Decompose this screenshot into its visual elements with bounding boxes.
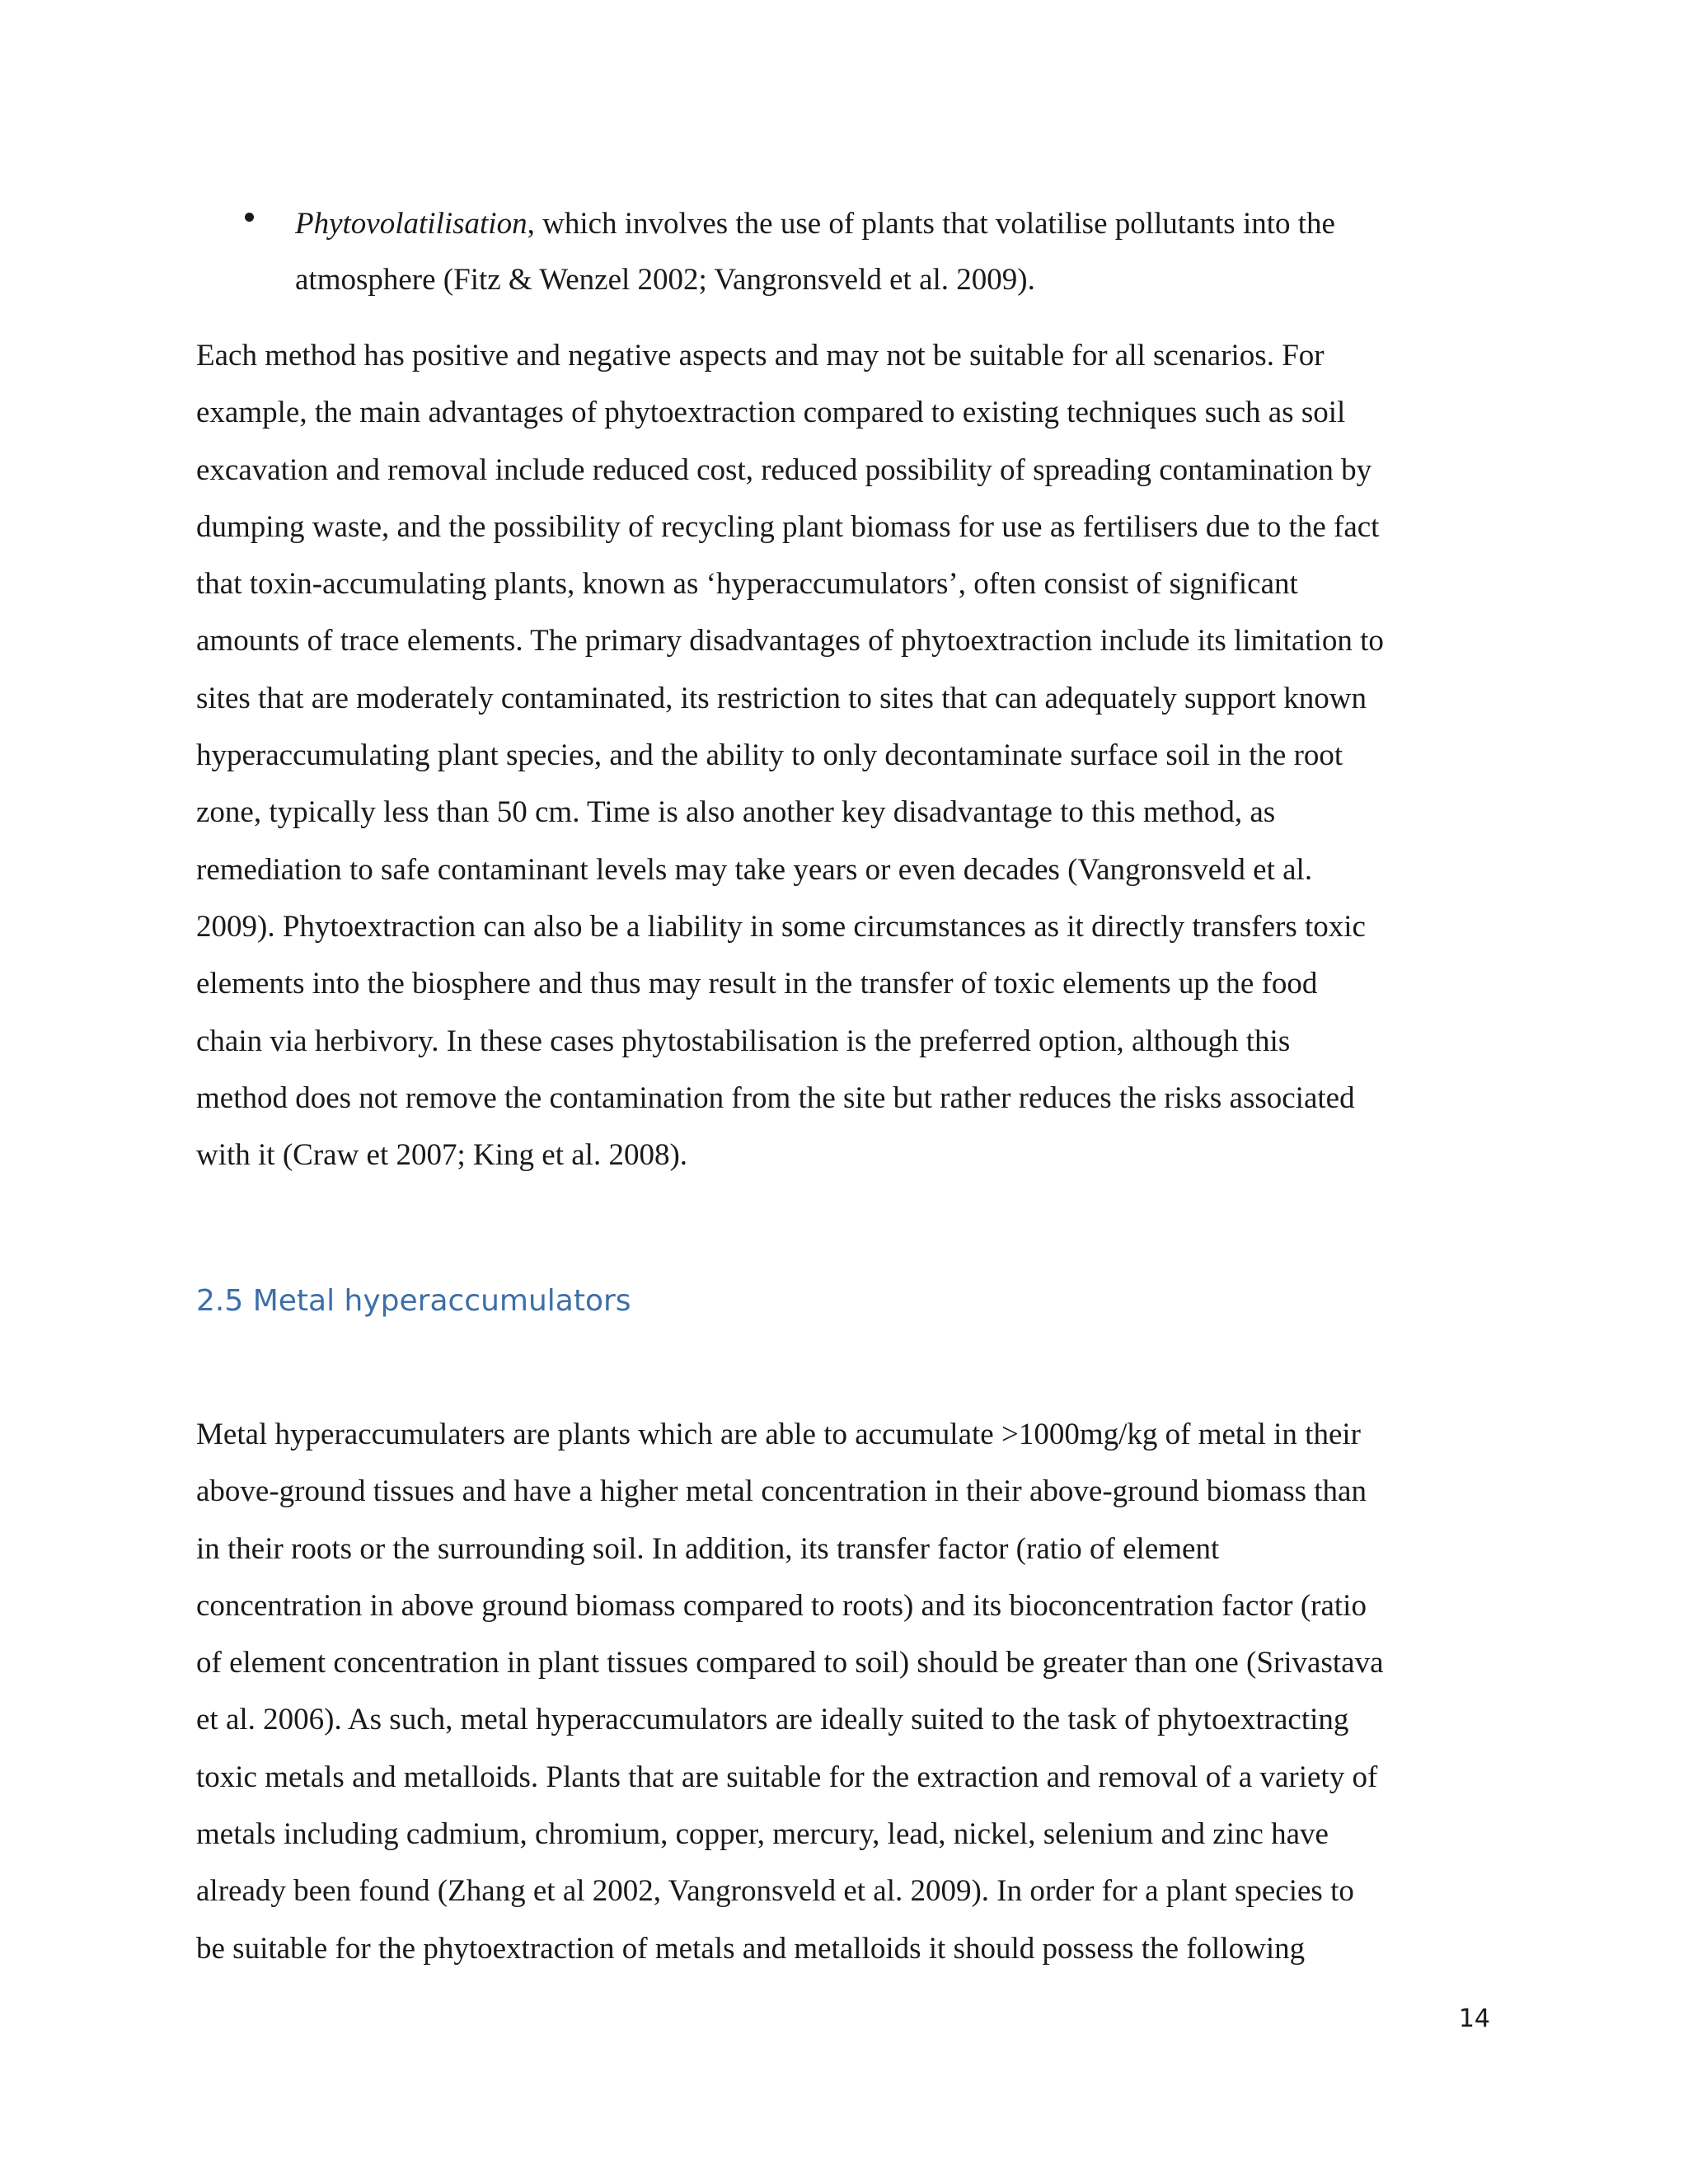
text-line: 2009). Phytoextraction can also be a liability in some circumstances as it directly transfers toxic (196, 909, 1366, 944)
paragraph-phytoextraction-pros-cons (196, 327, 1498, 1183)
paragraph-metal-hyperaccumulators (196, 1406, 1498, 1977)
text-line: example, the main advantages of phytoextraction compared to existing techniques such as soil (196, 396, 1346, 430)
text-line: above-ground tissues and have a higher metal concentration in their above-ground biomass than (196, 1474, 1367, 1509)
bullet-line: atmosphere (Fitz & Wenzel 2002; Vangronsveld et al. 2009). (295, 263, 1035, 297)
text-line: of element concentration in plant tissues compared to soil) should be greater than one (Srivastava (196, 1646, 1384, 1680)
text-line: metals including cadmium, chromium, copper, mercury, lead, nickel, selenium and zinc have (196, 1817, 1329, 1852)
bullet-marker (245, 213, 254, 222)
text-line: in their roots or the surrounding soil. In addition, its transfer factor (ratio of element (196, 1531, 1220, 1566)
text-line: zone, typically less than 50 cm. Time is also another key disadvantage to this method, as (196, 795, 1276, 830)
section-heading: 2.5 Metal hyperaccumulators (196, 1284, 631, 1318)
bullet-text (295, 196, 1449, 308)
text-line: Metal hyperaccumulaters are plants which are able to accumulate >1000mg/kg of metal in their (196, 1418, 1361, 1451)
text-line: Each method has positive and negative aspects and may not be suitable for all scenarios. For (196, 339, 1325, 373)
page-number: 14 (1458, 2004, 1490, 2033)
text-line: excavation and removal include reduced cost, reduced possibility of spreading contamination by (196, 452, 1372, 487)
text-line: elements into the biosphere and thus may result in the transfer of toxic elements up the food (196, 967, 1318, 1001)
text-line: remediation to safe contaminant levels may take years or even decades (Vangronsveld et al. (196, 852, 1313, 887)
text-line: that toxin-accumulating plants, known as ‘hyperaccumulators’, often consist of significant (196, 567, 1298, 602)
text-line: already been found (Zhang et al 2002, Vangronsveld et al. 2009). In order for a plant species to (196, 1874, 1354, 1909)
bullet-line (295, 196, 1449, 252)
text-line: toxic metals and metalloids. Plants that are suitable for the extraction and removal of a variety of (196, 1760, 1378, 1794)
bullet-term: Phytovolatilisation (295, 207, 528, 241)
text-line: concentration in above ground biomass compared to roots) and its bioconcentration factor (ratio (196, 1588, 1367, 1623)
text-line: et al. 2006). As such, metal hyperaccumulators are ideally suited to the task of phytoextracting (196, 1703, 1349, 1737)
text-line: method does not remove the contamination from the site but rather reduces the risks associated (196, 1080, 1355, 1115)
text-line: amounts of trace elements. The primary disadvantages of phytoextraction include its limitation to (196, 624, 1384, 658)
text-line: chain via herbivory. In these cases phytostabilisation is the preferred option, although this (196, 1024, 1291, 1058)
text-line: be suitable for the phytoextraction of metals and metalloids it should possess the following (196, 1931, 1306, 1966)
bullet-line-rest: , which involves the use of plants that volatilise pollutants into the (527, 207, 1335, 241)
text-line: with it (Craw et 2007; King et al. 2008). (196, 1138, 688, 1173)
text-line: dumping waste, and the possibility of recycling plant biomass for use as fertilisers due to the fact (196, 509, 1380, 544)
text-line: hyperaccumulating plant species, and the ability to only decontaminate surface soil in the root (196, 738, 1343, 773)
text-line: sites that are moderately contaminated, its restriction to sites that can adequately support known (196, 681, 1367, 715)
